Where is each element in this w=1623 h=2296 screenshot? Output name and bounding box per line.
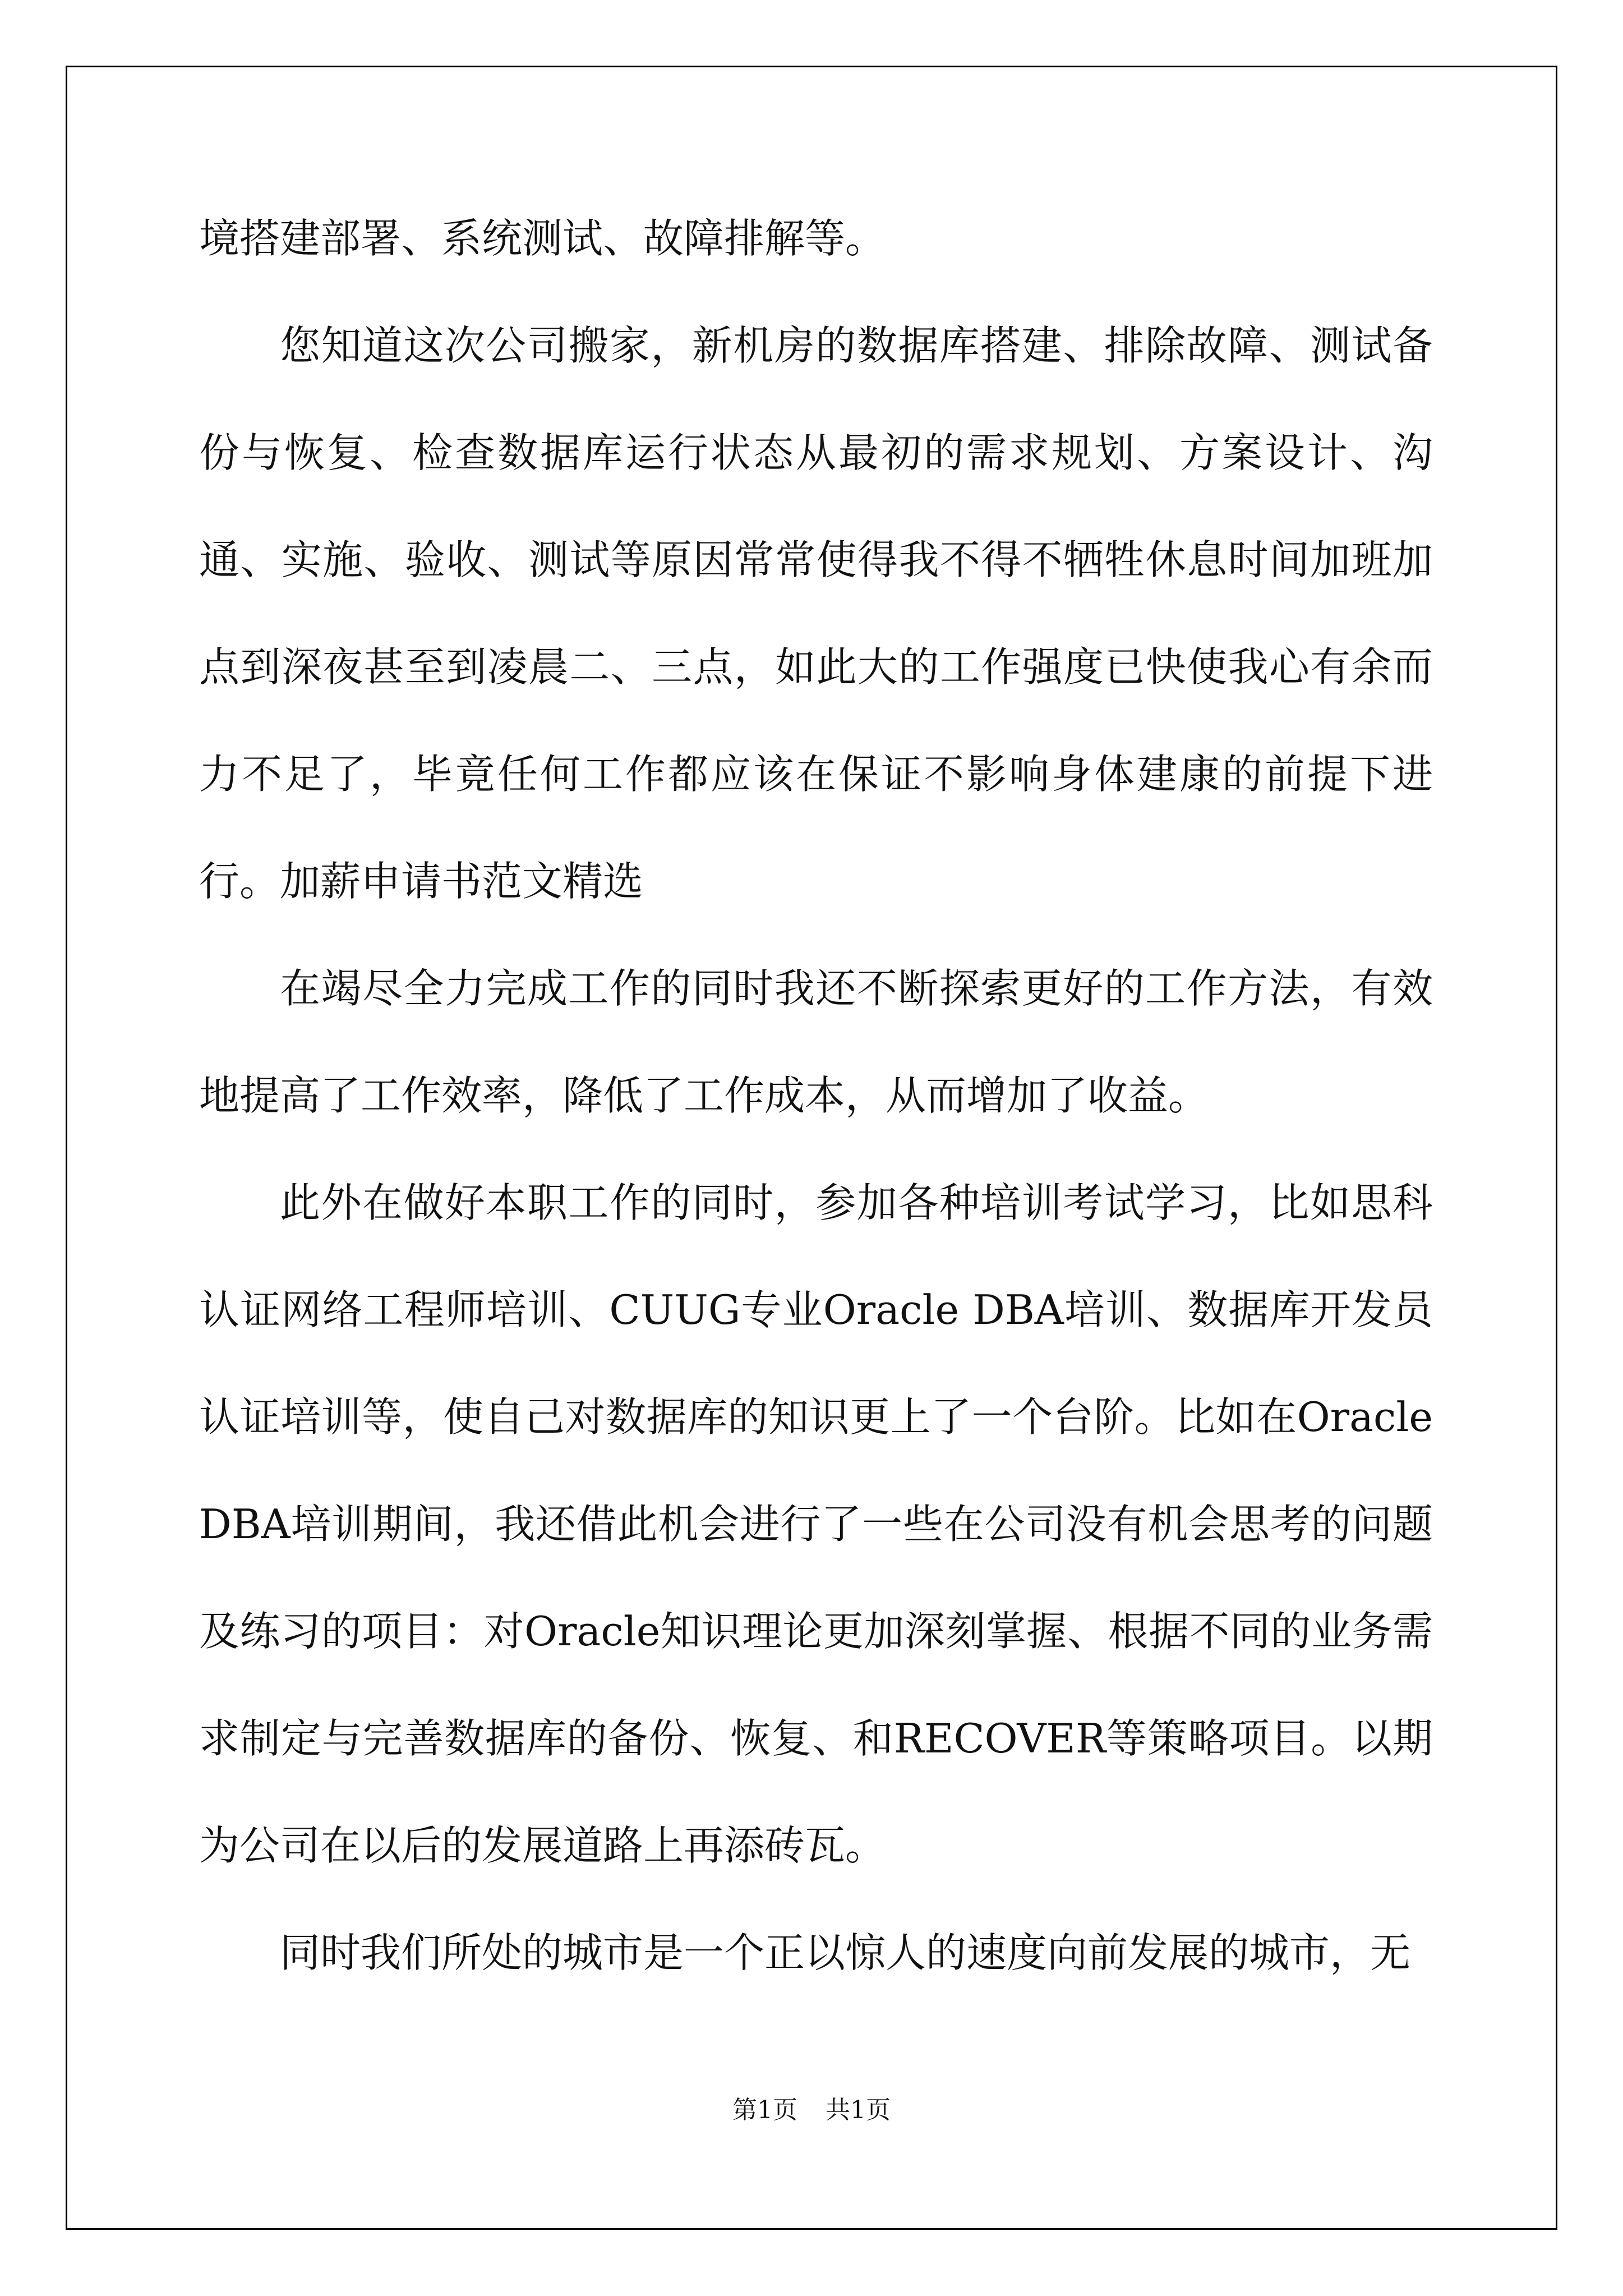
paragraph-2: 您知道这次公司搬家，新机房的数据库搭建、排除故障、测试备份与恢复、检查数据库运行状态从最初的需求规划、方案设计、沟通、实施、验收、测试等原因常常使得我不得不牺牲休息时间加班加点到深夜甚至到凌晨二、三点，如此大的工作强度已快使我心有余而力不足了，毕竟任何工作都应该在保证不影响身体建康的前提下进行。加薪申请书范文精选 — [199, 322, 1433, 905]
page-total: 共1页 — [826, 2096, 891, 2124]
page-footer — [0, 2090, 1623, 2125]
page-number: 第1页 — [732, 2096, 797, 2124]
paragraph-3: 在竭尽全力完成工作的同时我还不断探索更好的工作方法，有效地提高了工作效率，降低了工作成本，从而增加了收益。 — [199, 965, 1433, 1119]
paragraph-1: 境搭建部署、系统测试、故障排解等。 — [199, 215, 886, 262]
paragraph-5: 同时我们所处的城市是一个正以惊人的速度向前发展的城市，无 — [280, 1929, 1411, 1976]
document-body — [199, 185, 1433, 2007]
paragraph-4: 此外在做好本职工作的同时，参加各种培训考试学习，比如思科认证网络工程师培训、CUUG专业Oracle DBA培训、数据库开发员认证培训等，使自己对数据库的知识更上了一个台阶。比如在Oracle DBA培训期间，我还借此机会进行了一些在公司没有机会思考的问题及练习的项目：对Oracle知识理论更加深刻掌握、根据不同的业务需求制定与完善数据库的备份、恢复、和RECOVER等策略项目。以期为公司在以后的发展道路上再添砖瓦。 — [199, 1179, 1433, 1869]
